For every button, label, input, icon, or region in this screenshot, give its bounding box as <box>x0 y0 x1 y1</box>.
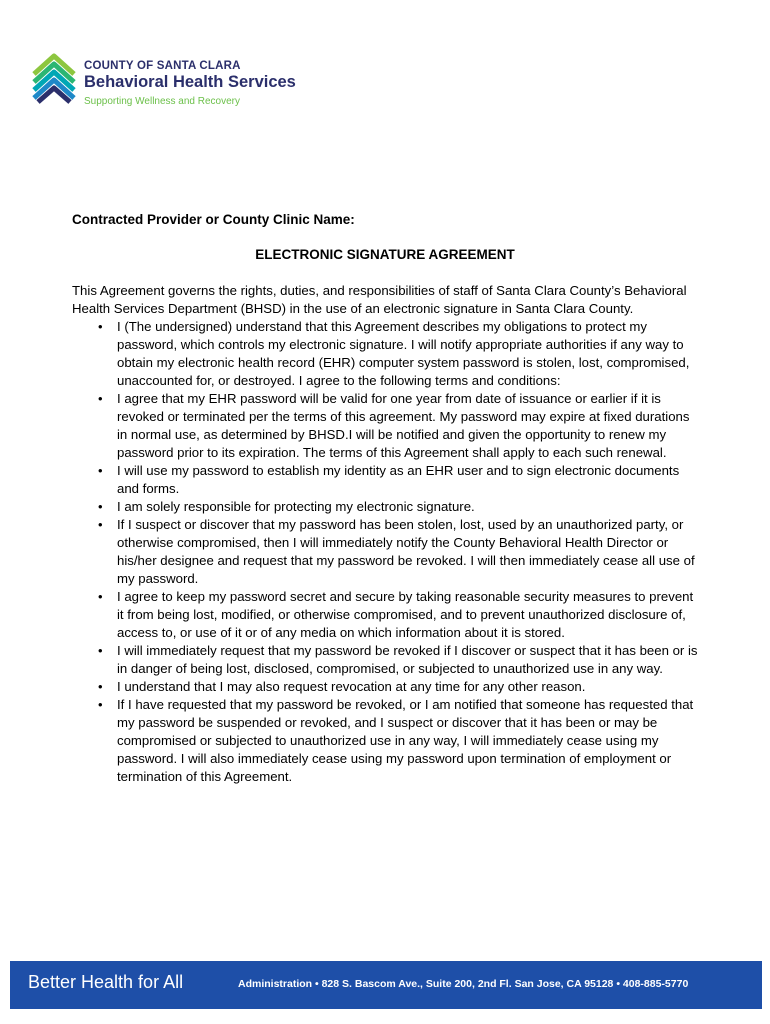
term-text: I will immediately request that my password be revoked if I discover or suspect that it has been or is in danger of being lost, disclosed, compromised, or subjected to unauthorized use in any way. <box>117 643 698 676</box>
term-text: If I suspect or discover that my password has been stolen, lost, used by an unauthorized party, or otherwise compromised, then I will immediately notify the County Behavioral Health Director or his/her designee and request that my password be revoked. I will then immediately cease all use of my password. <box>117 517 695 586</box>
list-item <box>72 642 702 678</box>
intro-paragraph: This Agreement governs the rights, duties, and responsibilities of staff of Santa Clara County’s Behavioral Health Services Department (BHSD) in the use of an electronic signature in Santa Clara County. <box>72 283 687 316</box>
chevron-logo-icon <box>30 52 78 112</box>
list-item <box>72 696 702 786</box>
footer-banner <box>10 961 762 1009</box>
bullet-icon: • <box>98 517 103 532</box>
list-item <box>72 318 702 390</box>
term-text: I agree that my EHR password will be valid for one year from date of issuance or earlier if it is revoked or terminated per the terms of this agreement. My password may expire at fixed durations in normal use, as determined by BHSD.I will be notified and given the opportunity to renew my password prior to its expiration. The terms of this Agreement shall apply to each such renewal. <box>117 391 690 460</box>
list-item <box>72 678 702 696</box>
agreement-body <box>72 282 702 786</box>
document-title: ELECTRONIC SIGNATURE AGREEMENT <box>255 247 515 262</box>
bullet-icon: • <box>98 643 103 658</box>
term-text: If I have requested that my password be revoked, or I am notified that someone has requested that my password be suspended or revoked, and I suspect or discover that it has been or may be compromised or subjected to unauthorized use in any way, I will immediately cease using my password. I will also immediately cease using my password upon termination of employment or termination of this Agreement. <box>117 697 694 784</box>
list-item <box>72 516 702 588</box>
bullet-icon: • <box>98 463 103 478</box>
bullet-icon: • <box>98 697 103 712</box>
county-logo <box>30 52 330 116</box>
list-item <box>72 462 702 498</box>
footer-slogan: Better Health for All <box>28 972 184 992</box>
list-item <box>72 390 702 462</box>
list-item <box>72 498 702 516</box>
tagline: Supporting Wellness and Recovery <box>84 96 241 107</box>
logo-text <box>84 60 296 107</box>
county-name: COUNTY OF SANTA CLARA <box>84 60 241 72</box>
term-text: I will use my password to establish my identity as an EHR user and to sign electronic documents and forms. <box>117 463 680 496</box>
list-item <box>72 588 702 642</box>
term-text: I agree to keep my password secret and secure by taking reasonable security measures to prevent it from being lost, modified, or otherwise compromised, and to prevent unauthorized disclosure of, access to, or use of it or of any media on which information about it is stored. <box>117 589 694 640</box>
bullet-icon: • <box>98 391 103 406</box>
bullet-icon: • <box>98 589 103 604</box>
department-name: Behavioral Health Services <box>84 73 296 91</box>
term-text: I understand that I may also request revocation at any time for any other reason. <box>117 679 586 694</box>
bullet-icon: • <box>98 499 103 514</box>
term-text: I (The undersigned) understand that this Agreement describes my obligations to protect my password, which controls my electronic signature. I will notify appropriate authorities if any way to obtain my electronic health record (EHR) computer system password is stolen, lost, compromised, unaccounted for, or destroyed. I agree to the following terms and conditions: <box>117 319 690 388</box>
provider-name-label: Contracted Provider or County Clinic Name: <box>72 212 355 227</box>
bullet-icon: • <box>98 679 103 694</box>
bullet-icon: • <box>98 319 103 334</box>
footer-address: Administration • 828 S. Bascom Ave., Suite 200, 2nd Fl. San Jose, CA 95128 • 408-885-5770 <box>238 978 689 990</box>
term-text: I am solely responsible for protecting my electronic signature. <box>117 499 475 514</box>
terms-list <box>72 318 702 786</box>
